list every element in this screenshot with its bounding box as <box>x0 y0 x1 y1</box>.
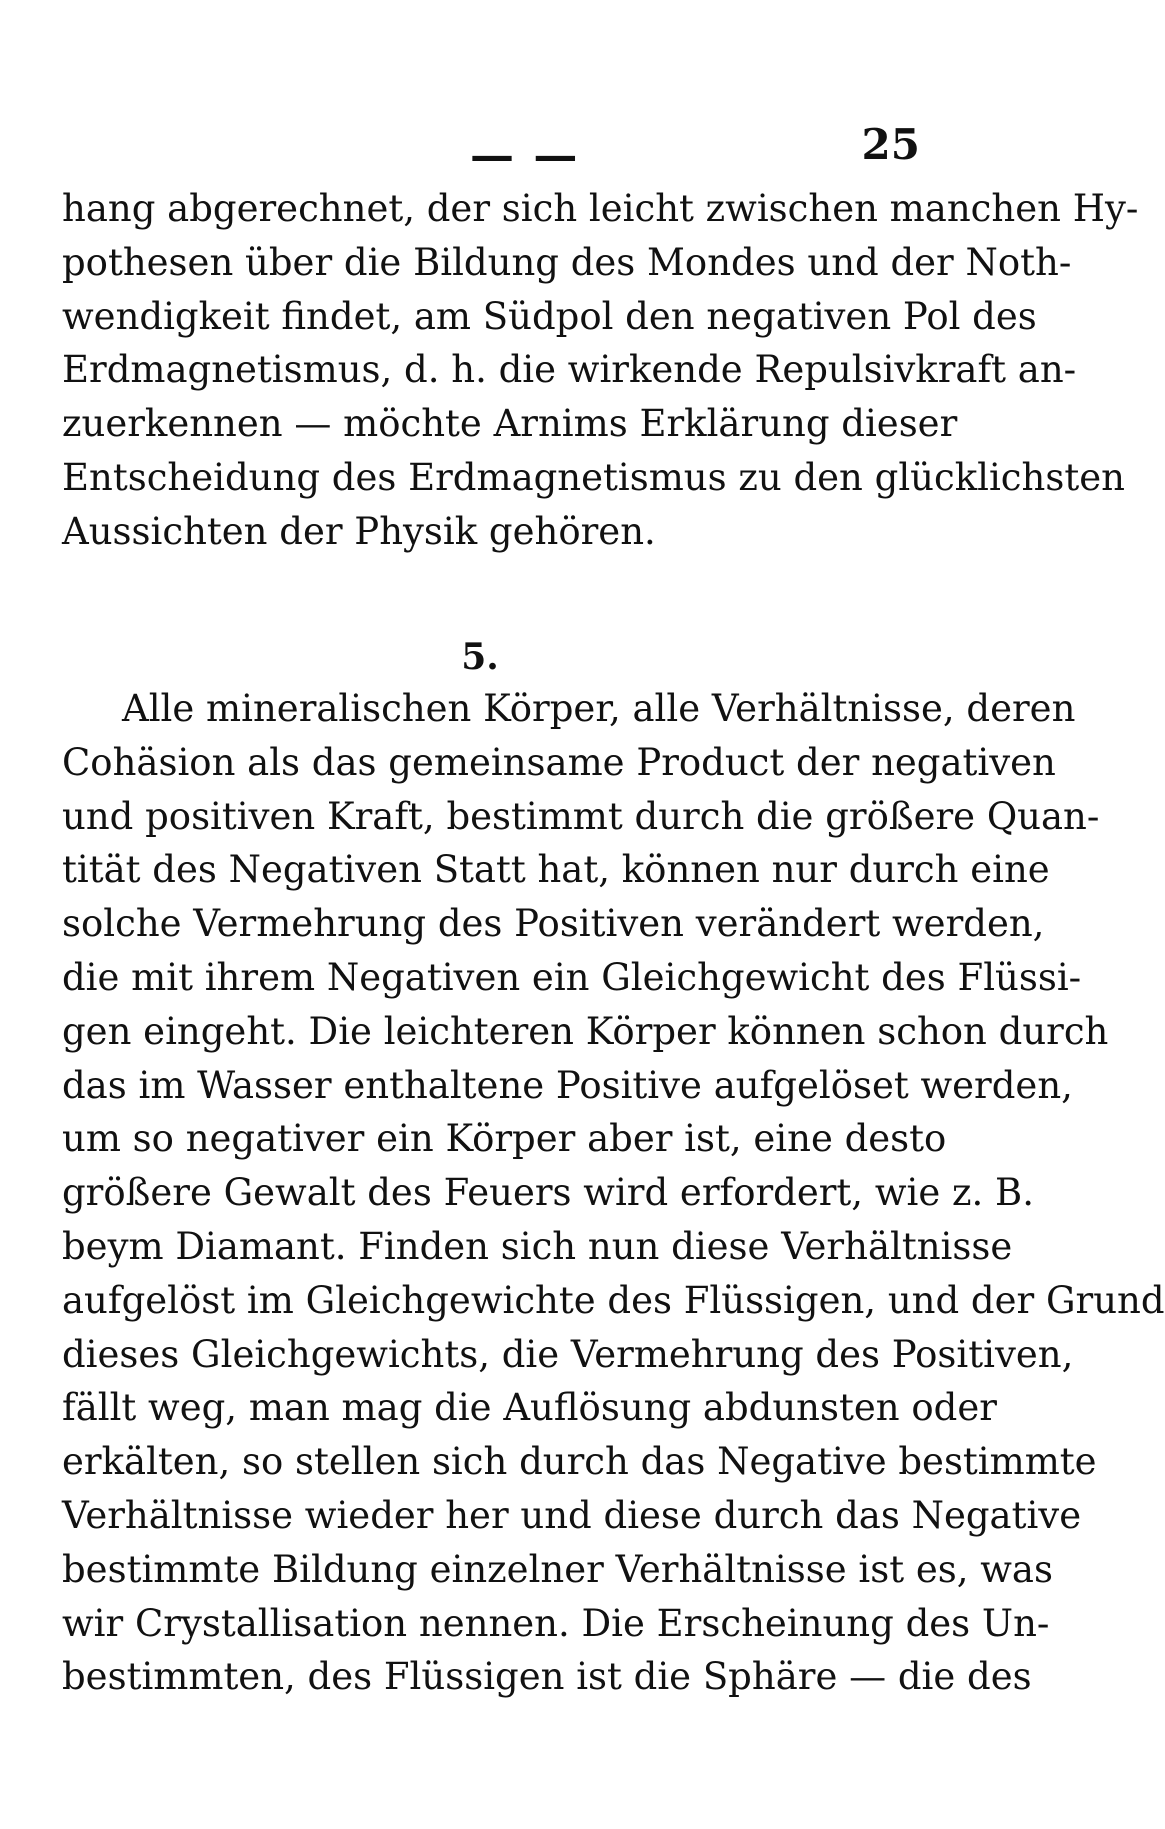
section-number: 5. <box>461 636 499 678</box>
text-line: fällt weg, man mag die Auflösung abdunsten oder <box>62 1386 997 1430</box>
text-line: pothesen über die Bildung des Mondes und der Noth- <box>62 240 1072 284</box>
page-header <box>60 120 920 180</box>
text-line: Cohäsion als das gemeinsame Product der negativen <box>62 740 1056 784</box>
text-line: die mit ihrem Negativen ein Gleichgewicht des Flüssi- <box>62 955 1082 999</box>
text-line: solche Vermehrung des Positiven verändert werden, <box>62 902 1045 946</box>
text-line: das im Wasser enthaltene Positive aufgelöset werden, <box>62 1063 1073 1107</box>
text-line: wendigkeit findet, am Südpol den negativen Pol des <box>62 294 1037 338</box>
text-line: Alle mineralischen Körper, alle Verhältnisse, deren <box>122 687 1076 730</box>
text-line: hang abgerechnet, der sich leicht zwischen manchen Hy- <box>62 187 1139 230</box>
text-line: wir Crystallisation nennen. Die Erscheinung des Un- <box>62 1601 1050 1645</box>
paragraph-section-5 <box>62 682 1165 1704</box>
paragraph-continuation <box>62 182 1139 559</box>
text-line: erkälten, so stellen sich durch das Negative bestimmte <box>62 1440 1097 1484</box>
text-line: zuerkennen — möchte Arnims Erklärung dieser <box>62 402 958 446</box>
text-line: Erdmagnetismus, d. h. die wirkende Repulsivkraft an- <box>62 348 1077 392</box>
text-line: Entscheidung des Erdmagnetismus zu den glücklichsten <box>62 455 1125 499</box>
text-line: bestimmten, des Flüssigen ist die Sphäre — die des <box>62 1655 1032 1699</box>
text-line: größere Gewalt des Feuers wird erfordert, wie z. B. <box>62 1171 1034 1215</box>
text-line: dieses Gleichgewichts, die Vermehrung des Positiven, <box>62 1332 1074 1376</box>
text-line: Verhältnisse wieder her und diese durch das Negative <box>62 1493 1082 1537</box>
text-line: gen eingeht. Die leichteren Körper können schon durch <box>62 1009 1109 1053</box>
text-line: tität des Negativen Statt hat, können nur durch eine <box>62 848 1050 892</box>
text-line: aufgelöst im Gleichgewichte des Flüssigen, und der Grund <box>62 1278 1165 1322</box>
text-line: beym Diamant. Finden sich nun diese Verhältnisse <box>62 1224 1013 1268</box>
header-dashes: — — <box>470 130 580 181</box>
text-line: um so negativer ein Körper aber ist, eine desto <box>62 1117 947 1161</box>
text-line: Aussichten der Physik gehören. <box>62 509 656 553</box>
text-line: und positiven Kraft, bestimmt durch die größere Quan- <box>62 794 1100 838</box>
text-line: bestimmte Bildung einzelner Verhältnisse ist es, was <box>62 1547 1053 1591</box>
page-number: 25 <box>861 120 920 169</box>
